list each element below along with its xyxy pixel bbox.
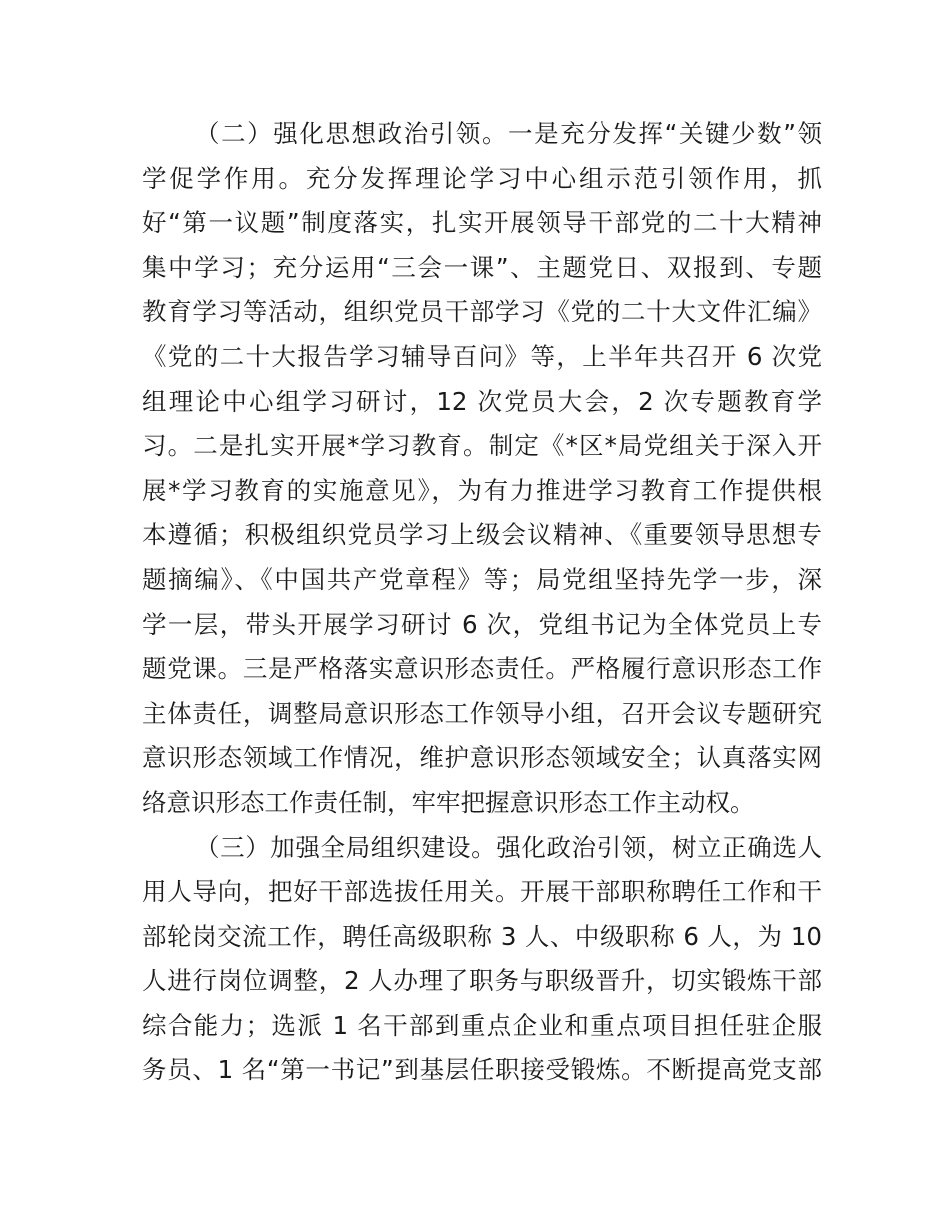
text-line: 部轮岗交流工作，聘任高级职称 3 人、中级职称 6 人，为 10 bbox=[142, 921, 822, 951]
text-line: 题摘编》、《中国共产党章程》等；局党组坚持先学一步，深 bbox=[142, 564, 822, 594]
text-line: 学一层，带头开展学习研讨 6 次，党组书记为全体党员上专 bbox=[142, 609, 822, 639]
text-line: 好“第一议题”制度落实，扎实开展领导干部党的二十大精神 bbox=[142, 208, 822, 238]
text-line: （三）加强全局组织建设。强化政治引领，树立正确选人 bbox=[195, 832, 822, 862]
text-line: 集中学习；充分运用“三会一课”、主题党日、双报到、专题 bbox=[142, 252, 822, 282]
text-line: 综合能力；选派 1 名干部到重点企业和重点项目担任驻企服 bbox=[142, 1010, 822, 1040]
text-line: 题党课。三是严格落实意识形态责任。严格履行意识形态工作 bbox=[142, 654, 822, 684]
text-line: 学促学作用。充分发挥理论学习中心组示范引领作用，抓 bbox=[142, 163, 822, 193]
text-line: 《党的二十大报告学习辅导百问》等，上半年共召开 6 次党 bbox=[142, 341, 822, 371]
text-line: 意识形态领域工作情况，维护意识形态领域安全；认真落实网 bbox=[142, 743, 822, 773]
text-line-last: 络意识形态工作责任制，牢牢把握意识形态工作主动权。 bbox=[142, 787, 755, 817]
document-body bbox=[142, 112, 822, 1093]
text-line: 用人导向，把好干部选拔任用关。开展干部职称聘任工作和干 bbox=[142, 877, 822, 907]
text-line: 本遵循；积极组织党员学习上级会议精神、《重要领导思想专 bbox=[142, 520, 822, 550]
paragraph-section-3 bbox=[142, 826, 822, 1094]
text-line: （二）强化思想政治引领。一是充分发挥“关键少数”领 bbox=[195, 119, 822, 148]
text-line: 人进行岗位调整，2 人办理了职务与职级晋升，切实锻炼干部 bbox=[142, 966, 822, 996]
text-line: 教育学习等活动，组织党员干部学习《党的二十大文件汇编》 bbox=[142, 297, 822, 327]
paragraph-section-2 bbox=[142, 112, 822, 826]
text-line: 展*学习教育的实施意见》，为有力推进学习教育工作提供根 bbox=[142, 475, 822, 505]
text-line: 组理论中心组学习研讨，12 次党员大会，2 次专题教育学 bbox=[142, 386, 822, 416]
text-line: 务员、1 名“第一书记”到基层任职接受锻炼。不断提高党支部 bbox=[142, 1055, 822, 1085]
text-line: 主体责任，调整局意识形态工作领导小组，召开会议专题研究 bbox=[142, 698, 822, 728]
text-line: 习。二是扎实开展*学习教育。制定《*区*局党组关于深入开 bbox=[142, 431, 822, 461]
